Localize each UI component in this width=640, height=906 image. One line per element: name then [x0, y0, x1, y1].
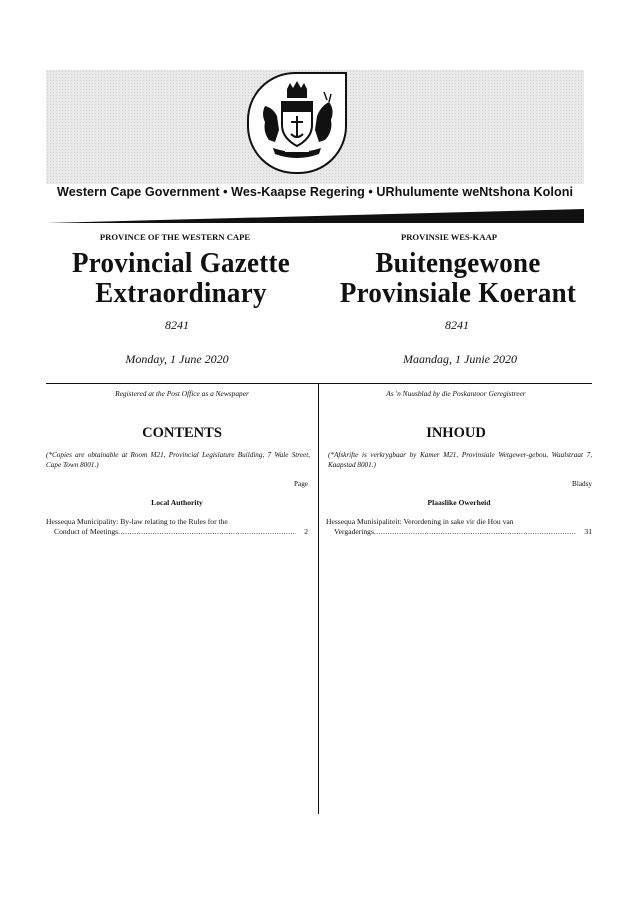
gazette-title-english	[55, 248, 306, 308]
entry-line-2-row	[46, 527, 308, 537]
registration-note-english: Registered at the Post Office as a Newspaper	[115, 389, 249, 398]
entry-page-number: 31	[584, 527, 592, 536]
dot-leader	[118, 527, 296, 537]
copies-note-english: (*Copies are obtainable at Room M21, Provincial Legislature Building, 7 Wale Street, Cape Town 8001.)	[46, 451, 310, 469]
province-label-english: PROVINCE OF THE WESTERN CAPE	[99, 232, 251, 242]
copies-note-afrikaans: (*Afskrifte is verkrygbaar by Kamer M21, Provinsiale Wetgewer-gebou, Waalstraat 7, Kaapstad 8001.)	[328, 451, 592, 469]
gazette-title-afrikaans	[330, 248, 587, 308]
issue-number-english: 8241	[165, 318, 189, 332]
contents-heading: CONTENTS	[142, 425, 222, 441]
column-divider	[318, 384, 319, 814]
decorative-wedge-bar	[46, 208, 584, 224]
horizontal-divider	[46, 383, 592, 384]
entry-line-1: Hessequa Municipality: By-law relating to the Rules for the	[46, 517, 228, 526]
section-heading-afrikaans: Plaaslike Owerheid	[427, 498, 491, 507]
government-banner-text: Western Cape Government • Wes-Kaapse Regering • URhulumente weNtshona Koloni	[57, 185, 573, 199]
issue-date-english: Monday, 1 June 2020	[125, 352, 229, 366]
page-column-label: Page	[294, 480, 308, 488]
issue-date-afrikaans: Maandag, 1 Junie 2020	[403, 352, 517, 366]
entry-line-2: Vergaderings	[334, 527, 374, 536]
entry-line-1: Hessequa Munisipaliteit: Verordening in sake vir die Hou van	[326, 517, 514, 526]
contents-entry-english[interactable]	[46, 517, 308, 537]
coat-of-arms-icon	[253, 80, 341, 170]
entry-page-number: 2	[304, 527, 308, 536]
title-line-2: Provinsiale Koerant	[339, 277, 577, 309]
section-heading-english: Local Authority	[151, 498, 203, 507]
inhoud-heading: INHOUD	[426, 425, 486, 441]
registration-note-afrikaans: As 'n Nuusblad by die Poskantoor Geregistreer	[386, 389, 526, 398]
title-line-1: Provincial Gazette	[72, 247, 290, 279]
dot-leader	[374, 527, 576, 537]
bladsy-column-label: Bladsy	[572, 480, 592, 488]
title-line-2: Extraordinary	[95, 277, 267, 309]
province-label-afrikaans: PROVINSIE WES-KAAP	[400, 232, 498, 242]
contents-entry-afrikaans[interactable]	[326, 517, 592, 537]
title-line-1: Buitengewone	[375, 247, 541, 279]
entry-line-2: Conduct of Meetings	[54, 527, 119, 536]
issue-number-afrikaans: 8241	[445, 318, 469, 332]
entry-line-2-row	[326, 527, 592, 537]
